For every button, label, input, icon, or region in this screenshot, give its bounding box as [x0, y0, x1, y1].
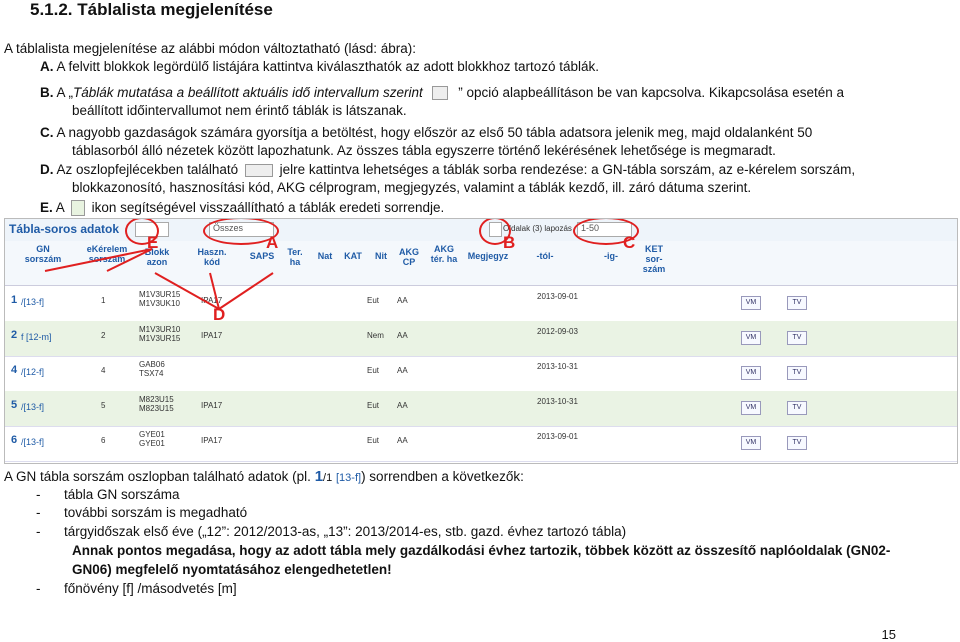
- marker-c: C: [623, 233, 636, 252]
- item-d-text-a: Az oszlopfejlécekben található: [56, 162, 239, 177]
- header-blokk[interactable]: Blokk azon: [144, 247, 170, 267]
- akg-cell: Eut: [367, 436, 380, 445]
- header-nit[interactable]: Nit: [375, 251, 387, 261]
- vm-button[interactable]: VM: [741, 366, 761, 380]
- blokk-cell: GYE01 GYE01: [139, 430, 165, 448]
- bullet-4-text: főnövény [f] /másodvetés [m]: [64, 581, 237, 596]
- checkbox-icon: [432, 86, 448, 100]
- item-b: [40, 84, 844, 102]
- item-c-letter: C.: [40, 125, 54, 140]
- block-select[interactable]: Összes: [209, 222, 274, 237]
- header-akg-ter[interactable]: AKG tér. ha: [430, 244, 458, 264]
- tv-button[interactable]: TV: [787, 331, 807, 345]
- intro-text: A táblalista megjelenítése az alábbi módon változtatható (lásd: ábra):: [4, 41, 416, 56]
- bold-note-1: Annak pontos megadása, hogy az adott tábla mely gazdálkodási évhez tartozik, többek között az összesítő naplóoldalak (GN02-: [72, 543, 891, 558]
- tv-cell: AA: [397, 436, 408, 445]
- header-gn[interactable]: GN sorszám: [24, 244, 62, 264]
- table-screenshot: [4, 218, 958, 464]
- tv-cell: AA: [397, 331, 408, 340]
- header-ket[interactable]: KET sor-szám: [642, 244, 666, 274]
- item-c-text: A nagyobb gazdaságok számára gyorsítja a betöltést, hogy először az első 50 tábla adatsora jelenik meg, majd oldalanként 50: [56, 125, 813, 140]
- item-a: [40, 58, 599, 76]
- gn-explain: [4, 468, 524, 487]
- item-b-letter: B.: [40, 85, 54, 100]
- item-e-letter: E.: [40, 200, 53, 215]
- bold-note-2: GN06) megfelelő nyomtatásához elengedhetetlen!: [72, 562, 392, 577]
- header-nat[interactable]: Nat: [317, 251, 333, 261]
- akg-cell: Nem: [367, 331, 384, 340]
- gn-subcell: /[13-f]: [21, 437, 45, 447]
- blokk-cell: M823U15 M823U15: [139, 395, 174, 413]
- bullet-dash: -: [36, 581, 41, 596]
- item-e-text-b: ikon segítségével visszaállítható a táblák eredeti sorrendje.: [91, 200, 445, 215]
- ekerelem-cell: 1: [101, 296, 106, 305]
- item-d-cont: blokkazonosító, hasznosítási kód, AKG célprogram, megjegyzés, valamint a táblák kezdő, ill. záró dátuma szerint.: [72, 180, 752, 195]
- haszn-cell: IPA17: [201, 436, 223, 445]
- bullet-dash: -: [36, 487, 41, 502]
- tv-cell: AA: [397, 401, 408, 410]
- blokk-cell: M1V3UR15 M1V3UK10: [139, 290, 181, 308]
- table-title: Tábla-soros adatok: [9, 222, 120, 236]
- tv-button[interactable]: TV: [787, 366, 807, 380]
- marker-d: D: [213, 305, 226, 324]
- marker-b: B: [503, 233, 516, 252]
- tv-button[interactable]: TV: [787, 436, 807, 450]
- vm-button[interactable]: VM: [741, 401, 761, 415]
- annotation-arrows: [5, 219, 957, 463]
- item-b-text-b: ” opció alapbeállításon be van kapcsolva. Kikapcsolása esetén a: [458, 85, 844, 100]
- bullet-3-text: tárgyidőszak első éve („12”: 2012/2013-as, „13”: 2013/2014-es, stb. gazd. évhez tartozó tábla): [64, 524, 627, 539]
- ekerelem-cell: 6: [101, 436, 106, 445]
- page-label: Oldalak (3) lapozás: [503, 224, 572, 233]
- header-kat[interactable]: KAT: [344, 251, 362, 261]
- date-cell: 2012-09-03: [537, 327, 578, 336]
- bullet-dash: -: [36, 524, 41, 539]
- header-ekerelem[interactable]: eKérelem sorszám: [86, 244, 128, 264]
- gn-cell: 4: [11, 364, 18, 376]
- item-d-letter: D.: [40, 162, 54, 177]
- gn-subcell: f [12-m]: [21, 332, 52, 342]
- bullet-3: [36, 523, 626, 541]
- item-b-cont: beállított időintervallumot nem érintő táblák is látszanak.: [72, 103, 407, 118]
- header-megjegyz[interactable]: Megjegyz: [467, 251, 509, 261]
- item-a-text: A felvitt blokkok legördülő listájára kattintva kiválaszthatók az adott blokkhoz tartozó táblák.: [56, 59, 600, 74]
- gn-explain-a: A GN tábla sorszám oszlopban található adatok (pl.: [4, 469, 311, 484]
- reset-order-icon: [71, 200, 85, 216]
- date-cell: 2013-10-31: [537, 397, 578, 406]
- item-e: [40, 199, 444, 217]
- marker-e: E: [147, 233, 159, 252]
- header-ter[interactable]: Ter. ha: [287, 247, 303, 267]
- tv-button[interactable]: TV: [787, 296, 807, 310]
- header-saps[interactable]: SAPS: [249, 251, 275, 261]
- vm-button[interactable]: VM: [741, 296, 761, 310]
- page-number: 15: [881, 627, 896, 642]
- haszn-cell: IPA17: [201, 401, 223, 410]
- date-cell: 2013-10-31: [537, 362, 578, 371]
- header-ig[interactable]: -ig-: [604, 251, 618, 261]
- tv-cell: AA: [397, 366, 408, 375]
- gn-subcell: /[12-f]: [21, 367, 45, 377]
- gn-explain-b: ) sorrendben a következők:: [361, 469, 524, 484]
- gn-cell: 6: [11, 434, 18, 446]
- vm-button[interactable]: VM: [741, 436, 761, 450]
- sort-arrows-icon: [245, 164, 273, 177]
- gn-example-sub: /1: [323, 472, 333, 484]
- bullet-1-text: tábla GN sorszáma: [64, 487, 180, 502]
- item-e-text-a: A: [55, 200, 65, 215]
- bullet-4: [36, 580, 237, 598]
- gn-subcell: /[13-f]: [21, 402, 45, 412]
- gn-cell: 1: [11, 294, 18, 306]
- header-akg-cp[interactable]: AKG CP: [399, 247, 419, 267]
- ekerelem-cell: 2: [101, 331, 106, 340]
- akg-cell: Eut: [367, 401, 380, 410]
- blokk-cell: GAB06 TSX74: [139, 360, 165, 378]
- gn-cell: 2: [11, 329, 18, 341]
- header-haszn[interactable]: Haszn. kód: [197, 247, 227, 267]
- tv-cell: AA: [397, 296, 408, 305]
- bullet-1: [36, 486, 180, 504]
- date-cell: 2013-09-01: [537, 432, 578, 441]
- blokk-cell: M1V3UR10 M1V3UR15: [139, 325, 181, 343]
- item-d-text-b: jelre kattintva lehetséges a táblák sorba rendezése: a GN-tábla sorszám, az e-kérelem sorszám,: [279, 162, 856, 177]
- gn-subcell: /[13-f]: [21, 297, 45, 307]
- haszn-cell: IPA17: [201, 331, 223, 340]
- akg-cell: Eut: [367, 366, 380, 375]
- marker-a: A: [266, 233, 279, 252]
- ekerelem-cell: 5: [101, 401, 106, 410]
- akg-cell: Eut: [367, 296, 380, 305]
- bullet-2: [36, 504, 247, 522]
- item-c-cont: táblasorból álló nézetek között lapozhatunk. Az összes tábla egyszerre történő lekérésének lehetősége is megmaradt.: [72, 143, 776, 158]
- item-d: [40, 161, 855, 179]
- item-c: [40, 124, 812, 142]
- header-tol[interactable]: -tól-: [536, 251, 554, 261]
- tv-button[interactable]: TV: [787, 401, 807, 415]
- item-a-letter: A.: [40, 59, 54, 74]
- ekerelem-cell: 4: [101, 366, 106, 375]
- gn-example-tag: [13-f]: [335, 472, 362, 484]
- item-b-text-a: A „: [56, 85, 74, 100]
- bullet-2-text: további sorszám is megadható: [64, 505, 248, 520]
- page-title: 5.1.2. Táblalista megjelenítése: [30, 0, 273, 19]
- date-cell: 2013-09-01: [537, 292, 578, 301]
- haszn-cell: IPA17: [201, 296, 223, 305]
- page-select[interactable]: 1-50: [577, 222, 632, 237]
- gn-cell: 5: [11, 399, 18, 411]
- item-b-italic: Táblák mutatása a beállított aktuális idő intervallum szerint: [73, 85, 423, 100]
- gn-example-number: 1: [314, 468, 324, 485]
- vm-button[interactable]: VM: [741, 331, 761, 345]
- bullet-dash: -: [36, 505, 41, 520]
